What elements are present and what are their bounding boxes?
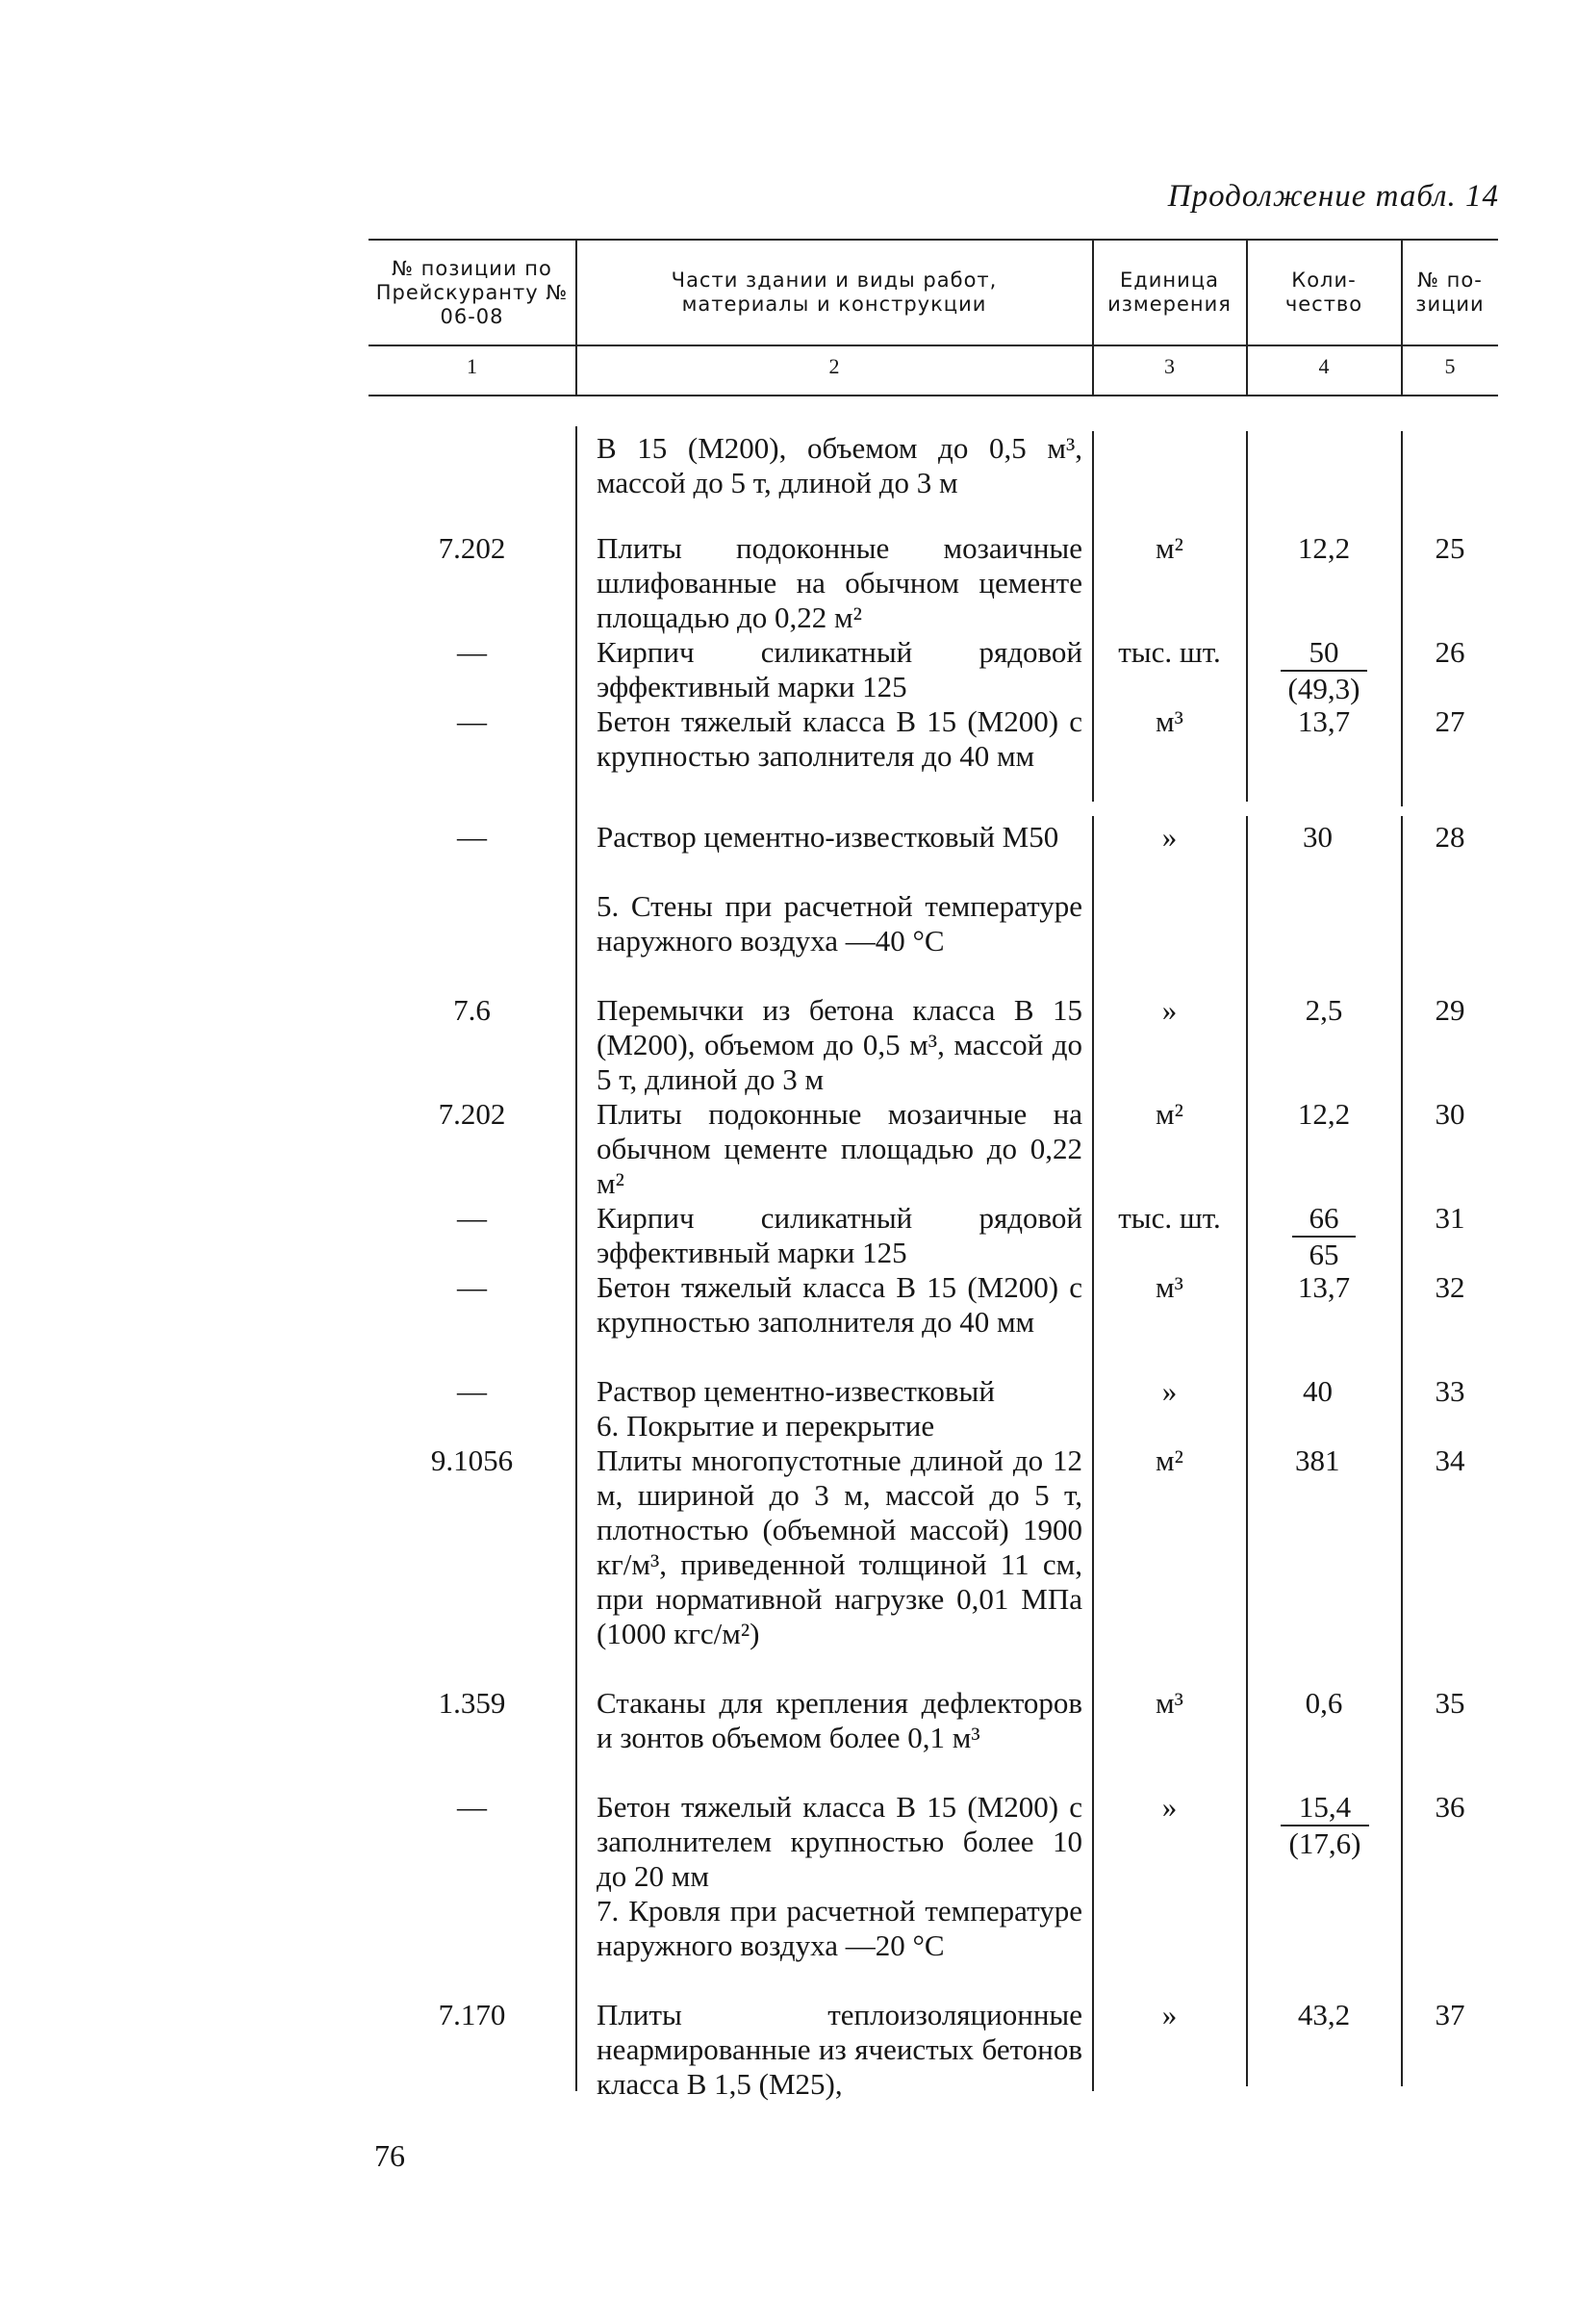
row-quantity: 381	[1295, 1443, 1340, 1477]
row-unit: »	[1161, 1374, 1178, 1408]
row-unit: »	[1161, 993, 1178, 1027]
page-number: 76	[374, 2138, 405, 2173]
row-item-number: 32	[1435, 1270, 1465, 1304]
row-position: —	[457, 1374, 487, 1408]
row-quantity: 2,5	[1305, 993, 1343, 1027]
header-quantity: Коли-чество	[1284, 268, 1363, 316]
row-position: 7.6	[453, 993, 491, 1027]
row-item-number: 28	[1435, 820, 1465, 854]
section-heading: 7. Кровля при расчетной температуре наружного воздуха —20 °С	[597, 1894, 1082, 1962]
quantity-numerator: 50	[1281, 635, 1367, 672]
row-description: Бетон тяжелый класса В 15 (М200) с крупностью заполнителя до 40 мм	[597, 1270, 1082, 1339]
row-quantity-fraction	[1281, 1790, 1369, 1861]
body-divider-1	[575, 426, 577, 2091]
row-quantity: 43,2	[1297, 1998, 1351, 2031]
row-unit: м³	[1156, 704, 1183, 738]
row-item-number: 26	[1435, 635, 1465, 669]
header-description: Части здании и виды работ, материалы и конструкции	[671, 268, 998, 316]
row-unit: м³	[1156, 1686, 1183, 1720]
row-description: Раствор цементно-известковый	[597, 1374, 995, 1408]
row-unit: тыс. шт.	[1118, 635, 1221, 669]
row-quantity: 13,7	[1297, 704, 1351, 738]
row-unit: тыс. шт.	[1118, 1201, 1221, 1235]
header-unit: Единица измерения	[1107, 268, 1232, 316]
row-quantity: 30	[1303, 820, 1333, 854]
row-position: 7.202	[438, 1097, 506, 1131]
row-position: 7.170	[438, 1998, 506, 2031]
column-number-2: 2	[828, 354, 840, 378]
quantity-numerator: 15,4	[1281, 1790, 1369, 1826]
row-unit: м²	[1156, 1443, 1183, 1477]
section-heading: 6. Покрытие и перекрытие	[597, 1409, 935, 1443]
row-description: Плиты теплоизоляционные неармированные из ячеистых бетонов класса В 1,5 (М25),	[597, 1998, 1082, 2101]
row-position: —	[457, 1201, 487, 1235]
row-position: —	[457, 820, 487, 854]
quantity-denominator: (49,3)	[1287, 672, 1360, 705]
row-item-number: 34	[1435, 1443, 1465, 1477]
quantity-denominator: (17,6)	[1288, 1826, 1361, 1860]
materials-table	[369, 239, 1498, 2101]
row-unit: м³	[1156, 1270, 1183, 1304]
header-bottom-rule	[369, 345, 1498, 346]
row-position: —	[457, 1790, 487, 1824]
row-description: Бетон тяжелый класса В 15 (М200) с крупностью заполнителя до 40 мм	[597, 704, 1082, 773]
row-item-number: 30	[1435, 1097, 1465, 1131]
row-quantity-fraction	[1281, 635, 1367, 706]
row-position: 7.202	[438, 531, 506, 565]
row-quantity: 12,2	[1297, 531, 1351, 565]
header-item-number: № по-зиции	[1415, 268, 1485, 316]
column-number-5: 5	[1444, 354, 1456, 378]
row-item-number: 33	[1435, 1374, 1465, 1408]
row-description: Бетон тяжелый класса В 15 (М200) с заполнителем крупностью более 10 до 20 мм	[597, 1790, 1082, 1893]
row-item-number: 31	[1435, 1201, 1465, 1235]
row-description: Перемычки из бетона класса В 15 (М200), объемом до 0,5 м³, массой до 5 т, длиной до 3 м	[597, 993, 1082, 1096]
row-position: —	[457, 704, 487, 738]
column-number-1: 1	[467, 354, 477, 378]
row-item-number: 36	[1435, 1790, 1465, 1824]
row-item-number: 37	[1435, 1998, 1465, 2031]
header-position: № позиции по Прейскуранту № 06-08	[375, 256, 569, 328]
row-description: Раствор цементно-известковый М50	[597, 820, 1059, 854]
header-top-rule	[369, 239, 1498, 241]
row-description: Плиты многопустотные длиной до 12 м, шириной до 3 м, массой до 5 т, плотностью (объемной массой) 1900 кг/м³, приведенной толщиной 11 см, при нормативной нагрузке 0,01 МПа (1000 кгс/м²)	[597, 1443, 1082, 1650]
row-position: —	[457, 635, 487, 669]
body-divider-4a	[1401, 431, 1403, 806]
row-quantity-fraction	[1292, 1201, 1356, 1272]
column-numbers-rule	[369, 395, 1498, 396]
row-description: Плиты подоконные мозаичные шлифованные на обычном цементе площадью до 0,22 м²	[597, 531, 1082, 634]
row-description: Кирпич силикатный рядовой эффективный марки 125	[597, 635, 1082, 703]
row-unit: м²	[1156, 531, 1183, 565]
row-position: 1.359	[438, 1686, 506, 1720]
row-description: Кирпич силикатный рядовой эффективный марки 125	[597, 1201, 1082, 1269]
row-unit: м²	[1156, 1097, 1183, 1131]
row-unit: »	[1161, 1998, 1178, 2031]
row-description: В 15 (М200), объемом до 0,5 м³, массой до 5 т, длиной до 3 м	[597, 431, 1082, 499]
row-unit: »	[1161, 820, 1178, 854]
column-number-3: 3	[1164, 354, 1175, 378]
row-item-number: 27	[1435, 704, 1465, 738]
row-item-number: 29	[1435, 993, 1465, 1027]
row-description: Плиты подоконные мозаичные на обычном цементе площадью до 0,22 м²	[597, 1097, 1082, 1200]
quantity-denominator: 65	[1309, 1238, 1339, 1271]
row-item-number: 25	[1435, 531, 1465, 565]
row-item-number: 35	[1435, 1686, 1465, 1720]
row-quantity: 13,7	[1297, 1270, 1351, 1304]
row-position: —	[457, 1270, 487, 1304]
row-position: 9.1056	[430, 1443, 514, 1477]
quantity-numerator: 66	[1292, 1201, 1356, 1238]
section-heading: 5. Стены при расчетной температуре наружного воздуха —40 °С	[597, 889, 1082, 958]
table-caption: Продолжение табл. 14	[1167, 179, 1499, 214]
row-unit: »	[1161, 1790, 1178, 1824]
body-divider-2a	[1092, 431, 1094, 802]
column-number-4: 4	[1318, 354, 1330, 378]
row-quantity: 12,2	[1297, 1097, 1351, 1131]
body-divider-3a	[1246, 431, 1248, 802]
row-description: Стаканы для крепления дефлекторов и зонтов объемом более 0,1 м³	[597, 1686, 1082, 1754]
row-quantity: 40	[1303, 1374, 1333, 1408]
row-quantity: 0,6	[1305, 1686, 1343, 1720]
